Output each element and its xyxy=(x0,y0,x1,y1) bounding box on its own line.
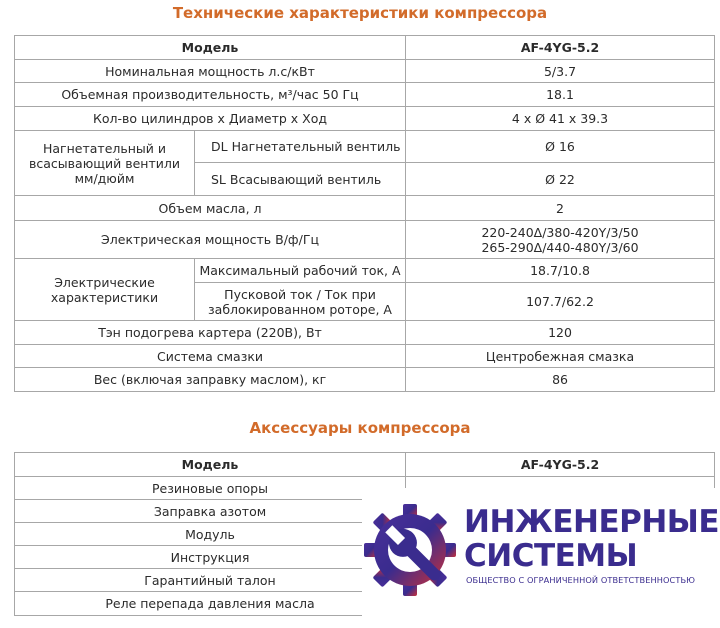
table-row xyxy=(15,453,715,477)
cylinders-label: Кол-во цилиндров х Диаметр х Ход xyxy=(15,107,406,131)
electric-power-value-line1: 220-240Δ/380-420Y/3/50 xyxy=(481,224,639,240)
table-row xyxy=(15,345,715,368)
logo-line2: СИСТЕМЫ xyxy=(464,538,638,574)
power-value: 5/3.7 xyxy=(406,60,715,83)
accessory-item: Реле перепада давления масла xyxy=(15,592,406,616)
start-current-label: Пусковой ток / Ток при заблокированном роторе, А xyxy=(195,283,406,321)
table-row xyxy=(15,83,715,107)
table-row xyxy=(15,221,715,259)
table-row xyxy=(15,131,715,163)
accessory-item: Гарантийный талон xyxy=(15,569,406,592)
heater-value: 120 xyxy=(406,321,715,345)
max-current-value: 18.7/10.8 xyxy=(406,259,715,283)
specs-table xyxy=(14,35,715,392)
model-value: AF-4YG-5.2 xyxy=(406,36,715,60)
cylinders-value: 4 х Ø 41 х 39.3 xyxy=(406,107,715,131)
table-row xyxy=(15,368,715,392)
table-row xyxy=(15,60,715,83)
discharge-valve-label: DL Нагнетательный вентиль xyxy=(195,131,406,163)
oil-volume-value: 2 xyxy=(406,196,715,221)
table-row xyxy=(15,259,715,283)
accessories-model-value: AF-4YG-5.2 xyxy=(406,453,715,477)
logo-line1: ИНЖЕНЕРНЫЕ xyxy=(464,504,720,540)
electric-power-label: Электрическая мощность В/ф/Гц xyxy=(15,221,406,259)
oil-volume-label: Объем масла, л xyxy=(15,196,406,221)
lubrication-value: Центробежная смазка xyxy=(406,345,715,368)
specs-title: Технические характеристики компрессора xyxy=(172,4,548,22)
accessory-item: Резиновые опоры xyxy=(15,477,406,500)
lubrication-label: Система смазки xyxy=(15,345,406,368)
displacement-value: 18.1 xyxy=(406,83,715,107)
discharge-valve-value: Ø 16 xyxy=(406,131,715,163)
accessories-title: Аксессуары компрессора xyxy=(249,419,471,437)
start-current-value: 107.7/62.2 xyxy=(406,283,715,321)
displacement-label: Объемная производительность, м³/час 50 Гц xyxy=(15,83,406,107)
weight-label: Вес (включая заправку маслом), кг xyxy=(15,368,406,392)
valves-group-label: Нагнетательный и всасывающий вентили мм/дюйм xyxy=(15,131,195,196)
suction-valve-value: Ø 22 xyxy=(406,163,715,196)
electric-power-value xyxy=(406,221,715,259)
electrical-group-label: Электрические характеристики xyxy=(15,259,195,321)
suction-valve-label: SL Всасывающий вентиль xyxy=(195,163,406,196)
accessory-item: Модуль xyxy=(15,523,406,546)
table-row xyxy=(15,321,715,345)
table-row xyxy=(15,196,715,221)
logo-line3: ОБЩЕСТВО С ОГРАНИЧЕННОЙ ОТВЕТСТВЕННОСТЬЮ xyxy=(466,575,696,585)
heater-label: Тэн подогрева картера (220В), Вт xyxy=(15,321,406,345)
accessories-model-label: Модель xyxy=(15,453,406,477)
gear-wrench-icon xyxy=(362,488,462,608)
table-row xyxy=(15,36,715,60)
accessory-item: Заправка азотом xyxy=(15,500,406,523)
max-current-label: Максимальный рабочий ток, А xyxy=(195,259,406,283)
weight-value: 86 xyxy=(406,368,715,392)
accessory-item: Инструкция xyxy=(15,546,406,569)
company-logo xyxy=(362,488,720,628)
electric-power-value-line2: 265-290Δ/440-480Y/3/60 xyxy=(481,239,639,255)
power-label: Номинальная мощность л.с/кВт xyxy=(15,60,406,83)
model-label: Модель xyxy=(15,36,406,60)
table-row xyxy=(15,107,715,131)
